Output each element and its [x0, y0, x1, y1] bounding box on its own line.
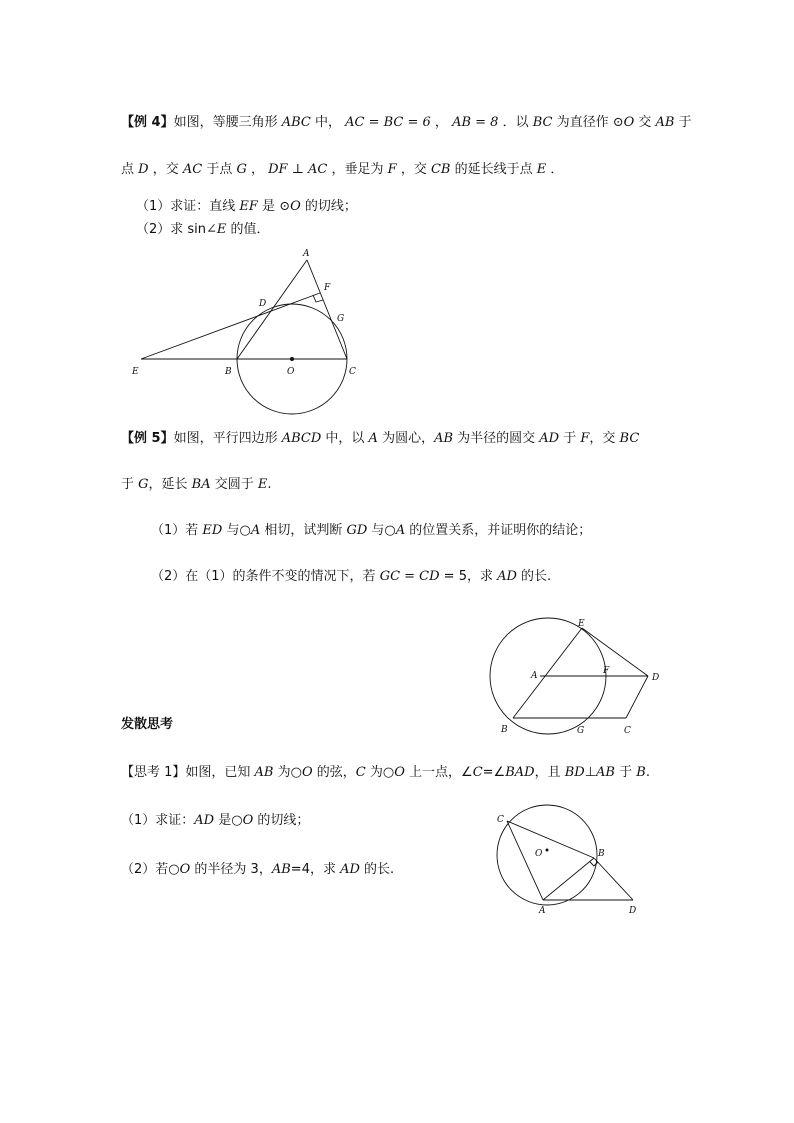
text-run: AC = BC = 6 [345, 115, 431, 130]
text-run: 如图，平行四边形 [173, 431, 282, 446]
text-run: ．以 [498, 115, 533, 130]
ex5-label-g: G [577, 726, 585, 736]
text-run: AB [596, 765, 615, 780]
text-run: D [138, 162, 149, 177]
text-run: （1）若 [151, 523, 203, 538]
think1-label-d: D [629, 906, 637, 916]
text-run: ，交 [396, 162, 431, 177]
text-run: 如图，等腰三角形 [173, 115, 282, 130]
text-run: 的延长线于点 [450, 162, 537, 177]
text-run: 的值． [226, 222, 270, 237]
text-run: E [257, 477, 268, 492]
text-run: A [395, 523, 406, 538]
text-run: O [179, 862, 191, 877]
text-run: 为○ [273, 765, 302, 780]
text-run: 【例 5】 [121, 431, 174, 446]
text-run: E [536, 162, 547, 177]
text-run: AB [254, 765, 274, 780]
text-run: G [138, 477, 149, 492]
text-run: ，垂足为 [327, 162, 388, 177]
text-run: 的长. [359, 862, 395, 877]
text-run: 交圆于 [210, 477, 258, 492]
text-run: 的弦， [312, 765, 356, 780]
text-run: ED [202, 523, 223, 538]
text-run: 于 [559, 431, 581, 446]
text-run: ， [246, 162, 269, 177]
text-run: ∠E [206, 222, 227, 237]
text-run: G [236, 162, 247, 177]
text-run: 的切线； [300, 199, 357, 214]
text-run: 的位置关系，并证明你的结论； [405, 523, 592, 538]
ex4-label-o: O [287, 367, 295, 377]
text-run: 为直径作 [552, 115, 613, 130]
think1-line-bd [594, 858, 633, 900]
text-run: （2）在（1）的条件不变的情况下，若 [151, 569, 380, 584]
text-run: BD [564, 765, 585, 780]
text-run: BC [619, 431, 640, 446]
text-run: ，延长 [148, 477, 192, 492]
ex5-label-d: D [652, 673, 660, 683]
text-run: 相切，试判断 [260, 523, 347, 538]
text-run: BAD [505, 765, 535, 780]
text-run: AD [340, 862, 360, 877]
ex4-label-e: E [132, 367, 139, 377]
text-run: 于点 [202, 162, 237, 177]
text-run: C [472, 765, 483, 780]
think1-right-angle-mark [590, 862, 598, 866]
text-run: ， [430, 115, 453, 130]
text-run: （1）求证：直线 [136, 199, 240, 214]
text-run: 于 [121, 477, 139, 492]
text-run: ABC [281, 115, 311, 130]
text-run: ，交 [589, 431, 620, 446]
text-run: 的半径为 3， [190, 862, 272, 877]
think1-circle-o [497, 805, 597, 905]
text-run: O [242, 813, 254, 828]
text-run: =4，求 [290, 862, 341, 877]
text-run: EF [239, 199, 258, 214]
text-run: ABCD [281, 431, 322, 446]
text-run: 【思考 1】如图，已知 [121, 765, 255, 780]
text-run: B [636, 765, 646, 780]
ex5-label-e: E [578, 619, 585, 629]
text-run: A [250, 523, 261, 538]
text-run: 点 [121, 162, 139, 177]
text-run: 交 [634, 115, 656, 130]
ex4-label-d: D [259, 299, 267, 309]
text-run: AB [655, 115, 675, 130]
think1-chord-ca [507, 821, 543, 900]
text-run: 【例 4】 [121, 115, 174, 130]
text-run: 与○ [367, 523, 396, 538]
text-run: 是 [257, 199, 280, 214]
text-run: 是○ [214, 813, 243, 828]
text-run: 与○ [222, 523, 251, 538]
text-run: 为圆心， [377, 431, 435, 446]
ex5-label-c: C [624, 726, 631, 736]
text-run: GD [346, 523, 368, 538]
text-run: ⊙O [612, 115, 635, 130]
text-run: . [645, 765, 650, 780]
ex4-label-b: B [225, 367, 232, 377]
text-run: ． [546, 162, 564, 177]
text-run: ，交 [148, 162, 183, 177]
text-run: AD [497, 569, 517, 584]
ex4-label-f: F [324, 283, 331, 293]
think1-chord-ab [543, 858, 594, 900]
text-run: DF ⊥ AC [268, 162, 328, 177]
text-run: AD [539, 431, 560, 446]
text-run: A [368, 431, 378, 446]
text-run: =∠ [482, 765, 506, 780]
ex5-label-a: A [531, 671, 538, 681]
ex4-label-g: G [337, 314, 345, 324]
section-heading: 发散思考 [121, 717, 174, 732]
think1-label-o: O [535, 849, 543, 859]
text-run: ，且 [534, 765, 565, 780]
text-run: 中，以 [321, 431, 369, 446]
text-run: BC [532, 115, 553, 130]
text-run: F [580, 431, 590, 446]
think1-label-c: C [497, 815, 504, 825]
text-run: AB [434, 431, 454, 446]
text-run: （2）求 sin [136, 222, 207, 237]
text-run: AB = 8 [452, 115, 499, 130]
text-run: 的切线； [253, 813, 310, 828]
text-run: O [394, 765, 405, 780]
ex4-label-c: C [349, 367, 356, 377]
text-run: AB [271, 862, 291, 877]
think1-label-a: A [539, 906, 546, 916]
text-run: 为半径的圆交 [453, 431, 540, 446]
text-run: AD [194, 813, 215, 828]
text-run: GC = CD [379, 569, 440, 584]
text-run: . [267, 477, 272, 492]
text-run: BA [191, 477, 211, 492]
text-run: 于 [614, 765, 637, 780]
text-run: C [355, 765, 366, 780]
text-run: CB [430, 162, 451, 177]
text-run: （2）若○ [121, 862, 180, 877]
text-run: ⊙O [279, 199, 301, 214]
text-run: AC [182, 162, 203, 177]
text-run: O [301, 765, 313, 780]
ex4-label-a: A [303, 249, 310, 259]
text-run: = 5，求 [439, 569, 498, 584]
think1-label-b: B [598, 849, 605, 859]
text-run: 中， [310, 115, 346, 130]
text-run: 为○ [365, 765, 395, 780]
text-run: F [387, 162, 397, 177]
text-run: 上一点，∠ [404, 765, 473, 780]
text-run: 的长. [516, 569, 552, 584]
text-run: （1）求证： [121, 813, 195, 828]
ex5-label-f: F [603, 666, 610, 676]
think1-chord-cb [507, 821, 594, 858]
ex5-label-b: B [501, 725, 508, 735]
text-run: 于 [674, 115, 692, 130]
text-run: ⊥ [584, 765, 597, 780]
think1-center-dot [546, 849, 549, 852]
